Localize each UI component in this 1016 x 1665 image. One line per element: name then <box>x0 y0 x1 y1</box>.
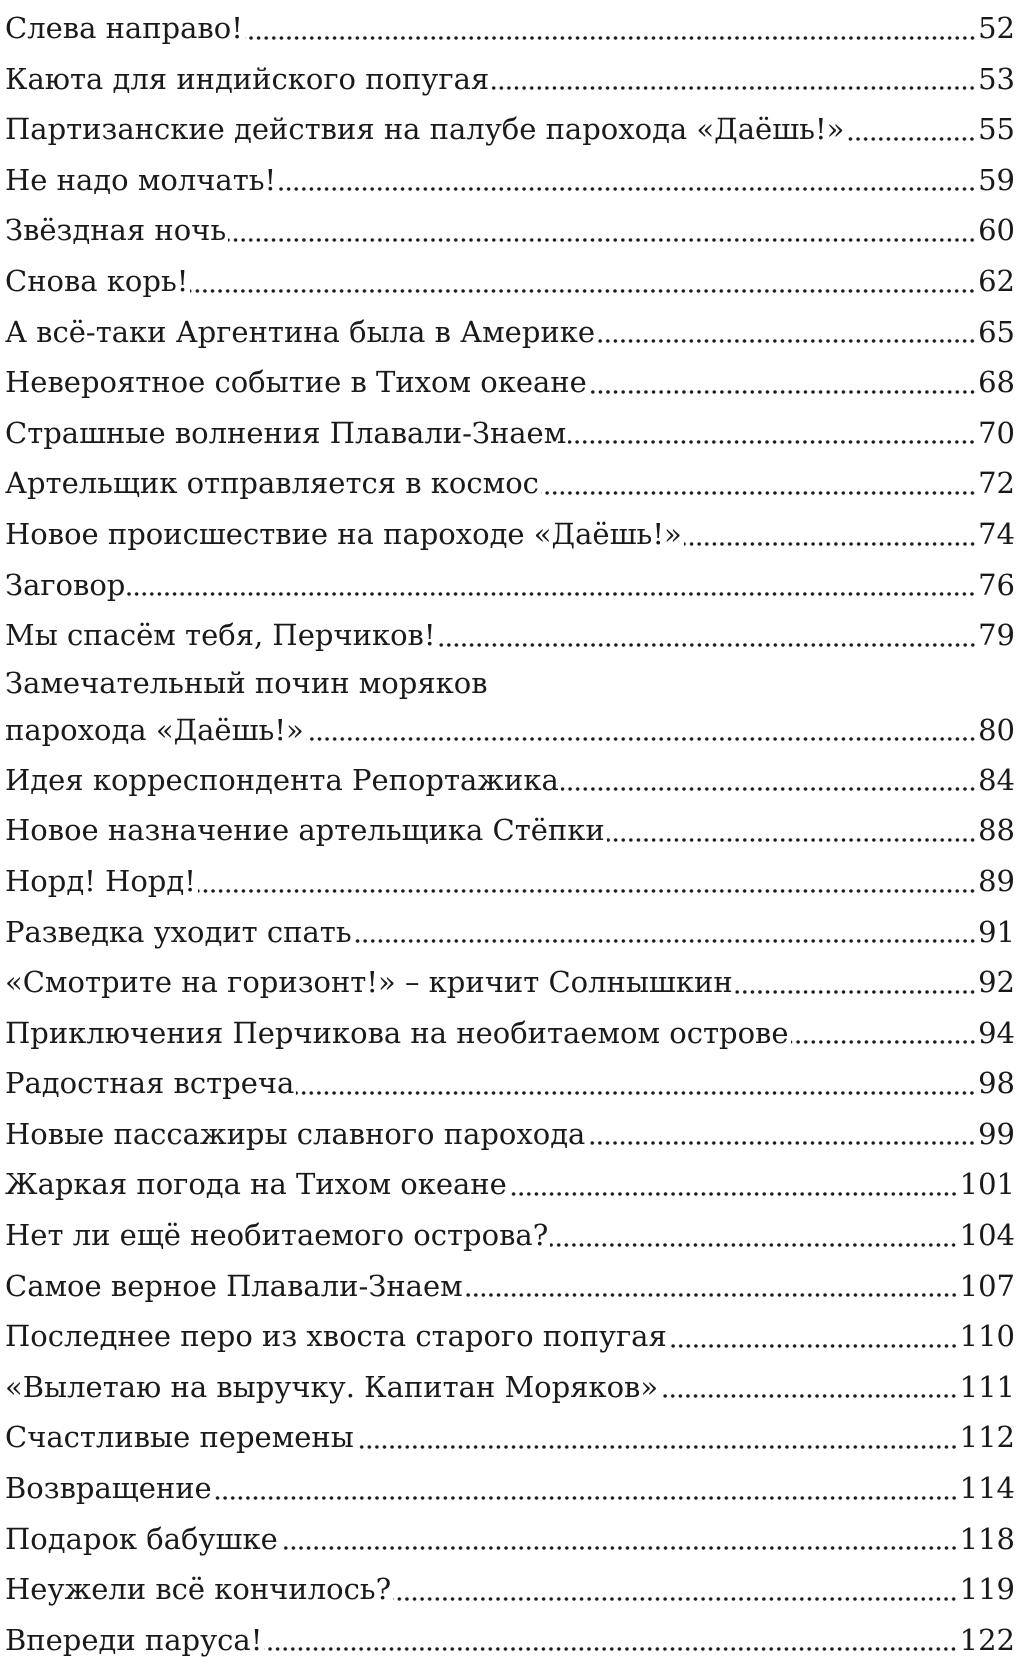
toc-entry <box>5 1109 1015 1160</box>
toc-entry <box>5 1261 1015 1312</box>
toc-entry-title: Не надо молчать! <box>5 162 277 197</box>
toc-entry-title: Партизанские действия на палубе парохода «Даёшь!» <box>5 112 845 147</box>
toc-entry-page: 98 <box>978 1066 1015 1101</box>
toc-entry-page: 52 <box>978 11 1015 45</box>
dot-leader <box>278 185 976 193</box>
toc-entry-page: 119 <box>959 1572 1015 1607</box>
toc-entry-page: 110 <box>959 1319 1015 1354</box>
toc-entry <box>5 856 1015 907</box>
toc-entry <box>5 458 1015 509</box>
dot-leader <box>354 937 976 945</box>
toc-entry-page: 112 <box>959 1420 1015 1455</box>
toc-entry <box>5 805 1015 856</box>
toc-entry-page: 74 <box>978 516 1015 551</box>
dot-leader <box>607 836 976 844</box>
toc-entry <box>5 907 1015 958</box>
toc-entry-title: Каюта для индийского попугая <box>5 61 490 96</box>
toc-entry-title: Разведка уходит спать <box>5 914 352 949</box>
toc-entry-title: Новые пассажиры славного парохода <box>5 1116 586 1151</box>
toc-entry-page: 68 <box>978 365 1015 400</box>
toc-entry-page: 114 <box>959 1471 1015 1506</box>
dot-leader <box>438 641 977 649</box>
toc-entry-title: Артельщик отправляется в космос <box>5 466 539 501</box>
toc-entry <box>5 357 1015 408</box>
toc-entry-page: 89 <box>978 863 1015 898</box>
toc-entry-page: 88 <box>978 813 1015 848</box>
toc-entry <box>5 1564 1015 1615</box>
toc-entry-title: Неужели всё кончилось? <box>5 1572 392 1607</box>
toc-entry <box>5 408 1015 459</box>
toc-entry <box>5 104 1015 155</box>
toc-entry <box>5 1412 1015 1463</box>
toc-entry-title: Последнее перо из хвоста старого попугая <box>5 1319 667 1354</box>
dot-leader <box>846 135 976 143</box>
toc-entry-title: Заговор <box>5 567 126 602</box>
toc-entry-title: Новое происшествие на пароходе «Даёшь!» <box>5 516 682 551</box>
toc-entry-title: Приключения Перчикова на необитаемом острове <box>5 1015 789 1050</box>
toc-entry-title: Жаркая погода на Тихом океане <box>5 1167 507 1202</box>
dot-leader <box>280 1544 958 1552</box>
dot-leader <box>465 1291 958 1299</box>
dot-leader <box>491 84 976 92</box>
toc-entry <box>5 1159 1015 1210</box>
toc-entry-page: 59 <box>978 162 1015 197</box>
toc-entry-title: Звёздная ночь <box>5 213 227 248</box>
toc-entry <box>5 1058 1015 1109</box>
dot-leader <box>393 1595 957 1603</box>
toc-entry-page: 84 <box>978 762 1015 797</box>
toc-entry-page: 80 <box>978 712 1015 747</box>
toc-entry-title: Страшные волнения Плавали-Знаем <box>5 415 567 450</box>
toc-entry-title: Снова корь! <box>5 263 189 298</box>
dot-leader <box>264 1645 957 1653</box>
toc-entry <box>5 1463 1015 1514</box>
toc-entry-title: Счастливые перемены <box>5 1420 354 1455</box>
dot-leader <box>228 236 976 244</box>
toc-entry-title: Подарок бабушке <box>5 1521 278 1556</box>
toc-entry-title: А всё-таки Аргентина была в Америке <box>5 314 596 349</box>
toc-entry-title: Идея корреспондента Репортажика <box>5 762 559 797</box>
toc-entry-page: 111 <box>959 1369 1015 1404</box>
dot-leader <box>541 489 976 497</box>
dot-leader <box>127 590 976 598</box>
toc-entry-page: 101 <box>959 1167 1015 1202</box>
toc-entry-title: Мы спасём тебя, Перчиков! <box>5 618 436 653</box>
toc-entry-page: 76 <box>978 567 1015 602</box>
toc-entry-page: 104 <box>959 1218 1015 1253</box>
dot-leader <box>198 887 976 895</box>
dot-leader <box>587 1139 976 1147</box>
toc-entry-page: 118 <box>959 1521 1015 1556</box>
toc-entry-title: Возвращение <box>5 1471 212 1506</box>
toc-entry-page: 107 <box>959 1268 1015 1303</box>
toc-entry <box>5 1362 1015 1413</box>
toc-entry-title: Радостная встреча <box>5 1066 295 1101</box>
dot-leader <box>190 287 976 295</box>
toc-entry <box>5 509 1015 560</box>
toc-entry <box>5 1311 1015 1362</box>
toc-entry <box>5 957 1015 1008</box>
toc-entry <box>5 155 1015 206</box>
dot-leader <box>669 1342 958 1350</box>
toc-entry-title: Невероятное событие в Тихом океане <box>5 365 587 400</box>
toc-entry-page: 70 <box>978 415 1015 450</box>
dot-leader <box>561 785 976 793</box>
dot-leader <box>509 1190 958 1198</box>
dot-leader <box>660 1392 958 1400</box>
dot-leader <box>735 988 976 996</box>
toc-entry-page: 62 <box>978 263 1015 298</box>
dot-leader <box>214 1494 958 1502</box>
toc-entry-title: Норд! Норд! <box>5 863 196 898</box>
dot-leader <box>684 540 976 548</box>
toc-entry <box>5 1514 1015 1565</box>
dot-leader <box>550 1241 957 1249</box>
dot-leader <box>296 1089 976 1097</box>
table-of-contents <box>5 3 1015 1665</box>
toc-entry-title: «Смотрите на горизонт!» – кричит Солнышкин <box>5 965 733 1000</box>
toc-entry-page: 91 <box>978 914 1015 949</box>
toc-entry-page: 65 <box>978 314 1015 349</box>
toc-entry <box>5 755 1015 806</box>
toc-entry <box>5 1008 1015 1059</box>
toc-entry-title: «Вылетаю на выручку. Капитан Моряков» <box>5 1369 659 1404</box>
toc-entry <box>5 3 1015 54</box>
dot-leader <box>791 1038 977 1046</box>
toc-entry-page: 72 <box>978 466 1015 501</box>
toc-entry <box>5 610 1015 661</box>
toc-entry-page: 99 <box>978 1116 1015 1151</box>
toc-entry <box>5 307 1015 358</box>
toc-entry-title: Впереди паруса! <box>5 1622 263 1657</box>
toc-entry-title: Новое назначение артельщика Стёпки <box>5 813 605 848</box>
toc-entry <box>5 205 1015 256</box>
toc-entry <box>5 1210 1015 1261</box>
toc-entry-page: 55 <box>978 112 1015 147</box>
dot-leader <box>597 337 976 345</box>
toc-entry-page: 94 <box>978 1015 1015 1050</box>
dot-leader <box>589 388 976 396</box>
toc-entry-page: 53 <box>978 61 1015 96</box>
toc-entry-page: 60 <box>978 213 1015 248</box>
toc-entry <box>5 661 1015 755</box>
toc-entry <box>5 256 1015 307</box>
dot-leader <box>245 34 976 42</box>
toc-entry <box>5 1615 1015 1665</box>
toc-entry-title: Замечательный почин моряков <box>5 665 488 700</box>
toc-entry-page: 79 <box>978 618 1015 653</box>
toc-entry <box>5 54 1015 105</box>
dot-leader <box>356 1443 958 1451</box>
toc-entry <box>5 560 1015 611</box>
toc-entry-title-continued: парохода «Даёшь!» <box>5 712 304 747</box>
dot-leader <box>306 735 976 743</box>
toc-entry-title: Слева направо! <box>5 11 243 45</box>
dot-leader <box>568 438 976 446</box>
toc-entry-page: 92 <box>978 965 1015 1000</box>
toc-entry-title: Самое верное Плавали-Знаем <box>5 1268 463 1303</box>
toc-entry-page: 122 <box>959 1622 1015 1657</box>
toc-entry-title: Нет ли ещё необитаемого острова? <box>5 1218 549 1253</box>
